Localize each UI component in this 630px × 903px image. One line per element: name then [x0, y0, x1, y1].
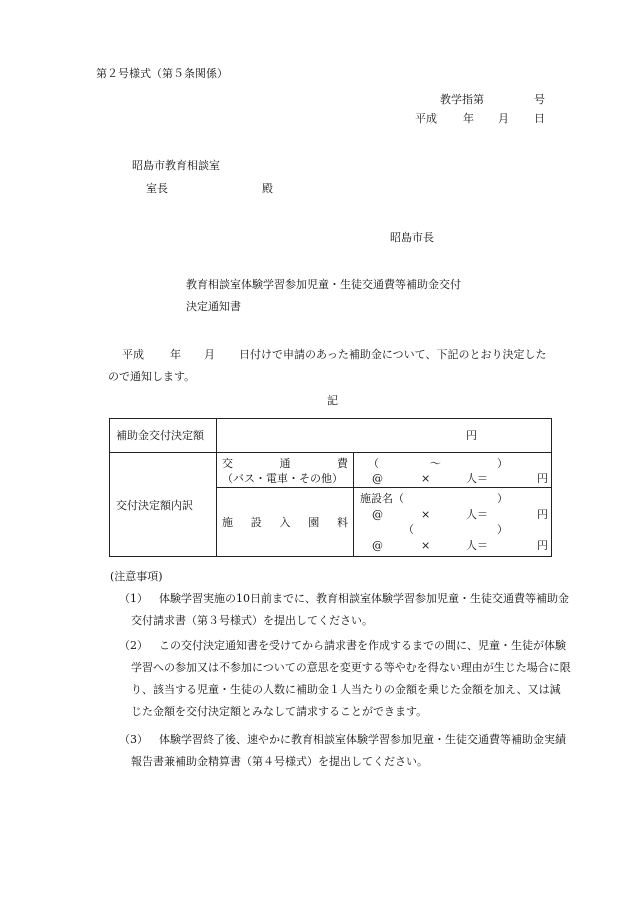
note-number: （3） [119, 733, 148, 746]
transport-label [222, 458, 348, 469]
facility-char: 入 [279, 516, 291, 529]
doc-title-line2: 決定通知書 [186, 300, 241, 313]
transport-at: @ [372, 472, 383, 485]
note-number: （2） [119, 639, 148, 652]
facility-people: 人＝ [466, 508, 488, 521]
intro-text-line2: ので通知します。 [108, 370, 196, 383]
intro-year: 年 [170, 348, 181, 361]
transport-char: 費 [337, 457, 348, 470]
facility-paren-open-2: （ [403, 523, 414, 536]
amount-unit: 円 [466, 429, 477, 442]
form-label: 第２号様式（第５条関係） [96, 67, 228, 80]
amount-label: 補助金交付決定額 [116, 429, 204, 442]
facility-paren-close-2: ） [497, 523, 508, 536]
transport-times: × [421, 472, 431, 485]
sender: 昭島市長 [390, 231, 434, 244]
transport-sub: （バス・電車・その他） [222, 472, 343, 485]
ki-label: 記 [327, 394, 338, 407]
transport-char: 通 [279, 457, 291, 470]
transport-yen: 円 [537, 472, 548, 485]
date-month: 月 [498, 112, 509, 125]
doc-number-suffix: 号 [534, 93, 545, 106]
transport-people: 人＝ [466, 472, 488, 485]
facility-char: 料 [337, 516, 348, 529]
facility-name-label: 施設名（ [360, 492, 404, 505]
intro-era: 平成 [122, 348, 144, 361]
date-year: 年 [463, 112, 474, 125]
addressee-title: 室長 [146, 182, 168, 195]
addressee-honorific: 殿 [262, 182, 273, 195]
facility-char: 園 [308, 516, 320, 529]
note-text: この交付決定通知書を受けてから請求書を作成するまでの間に、児童・生徒が体験学習への参加又は不参加についての意思を変更する等やむを得ない理由が生じた場合に限り、該当する児童・生徒の人数に補助金１人当たりの金額を乗じた金額を加え、又は減じた金額を交付決定額とみなして請求することができます。 [131, 639, 571, 718]
intro-month: 月 [204, 348, 215, 361]
date-era: 平成 [415, 112, 437, 125]
facility-at-2: @ [372, 539, 383, 552]
facility-people-2: 人＝ [466, 539, 488, 552]
notes-heading: (注意事項) [110, 570, 163, 583]
facility-label [222, 517, 348, 528]
transport-tilde: ～ [430, 457, 441, 470]
note-text: 体験学習終了後、速やかに教育相談室体験学習参加児童・生徒交通費等補助金実績報告書兼補助金精算書（第４号様式）を提出してください。 [131, 733, 566, 768]
facility-at: @ [372, 508, 383, 521]
intro-text: 日付けで申請のあった補助金について、下記のとおり決定した [239, 348, 547, 361]
transport-paren-close: ） [497, 457, 508, 470]
facility-yen: 円 [537, 508, 548, 521]
breakdown-label: 交付決定額内訳 [116, 499, 193, 512]
facility-times-2: × [421, 539, 431, 552]
transport-char: 交 [222, 457, 233, 470]
note-text: 体験学習実施の10日前までに、教育相談室体験学習参加児童・生徒交通費等補助金交付請求書（第３号様式）を提出してください。 [131, 592, 569, 627]
addressee-org: 昭島市教育相談室 [132, 159, 220, 172]
doc-number-prefix: 教学指第 [440, 93, 484, 106]
facility-paren-close: ） [497, 492, 508, 505]
facility-char: 設 [250, 516, 262, 529]
doc-title-line1: 教育相談室体験学習参加児童・生徒交通費等補助金交付 [186, 278, 461, 291]
facility-times: × [421, 508, 431, 521]
facility-char: 施 [222, 516, 233, 529]
date-day: 日 [534, 112, 545, 125]
note-number: （1） [119, 592, 148, 605]
facility-yen-2: 円 [537, 539, 548, 552]
transport-paren-open: （ [368, 457, 379, 470]
